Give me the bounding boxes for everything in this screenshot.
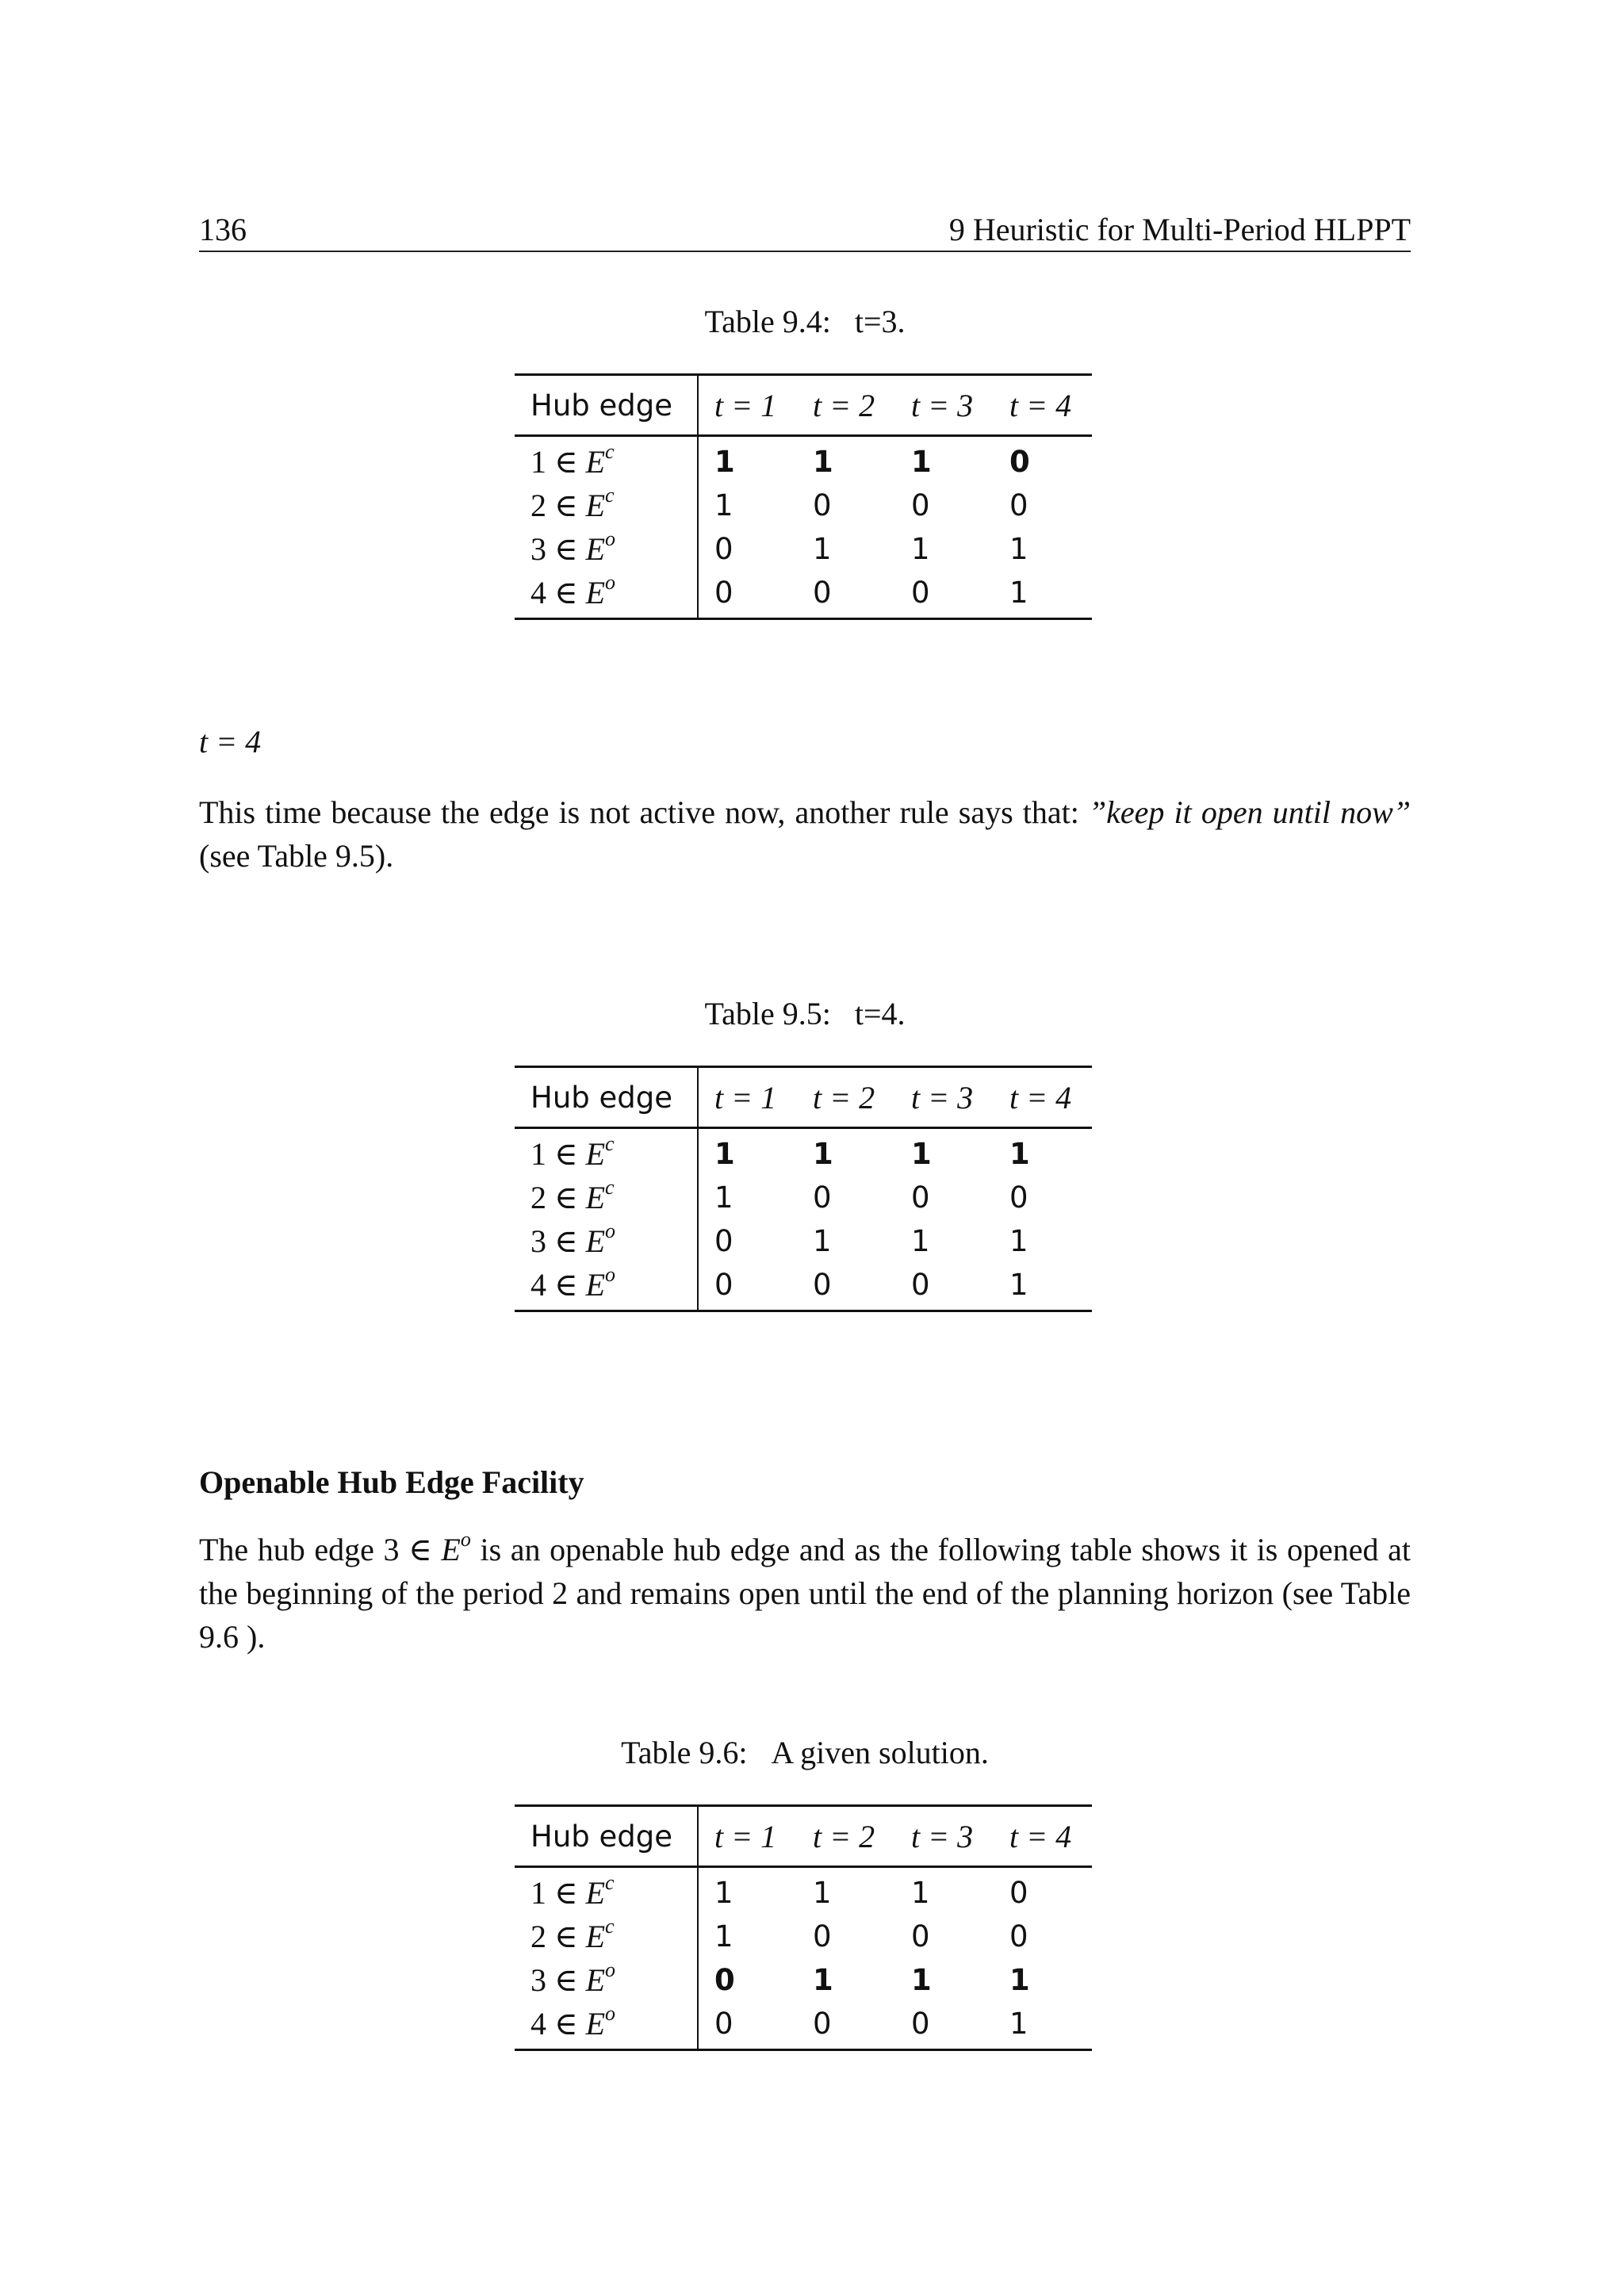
table-cell: 1 — [911, 445, 932, 479]
period-label: t = 2 — [813, 387, 875, 423]
table-row — [515, 527, 1092, 571]
table-cell: 1 — [813, 1137, 833, 1171]
table-cell: 0 — [911, 1919, 930, 1954]
period-header — [698, 375, 797, 436]
element-of-symbol: ∈ — [546, 2006, 586, 2042]
edge-set: E — [585, 1267, 606, 1303]
edge-number: 4 — [530, 1267, 546, 1303]
table-cell: 1 — [1009, 2007, 1028, 2041]
edge-set-superscript: o — [605, 2001, 616, 2025]
row-label — [515, 1263, 698, 1311]
header-row — [515, 1806, 1092, 1867]
header-row — [515, 1067, 1092, 1128]
t4-eq: t = 4 — [199, 724, 262, 760]
table-cell: 1 — [714, 445, 735, 479]
period-header — [994, 375, 1092, 436]
edge-set: E — [585, 2006, 606, 2042]
row-label — [515, 1176, 698, 1219]
period-header — [797, 375, 895, 436]
edge-set: E — [585, 488, 606, 523]
row-label — [515, 1958, 698, 2002]
table-cell: 1 — [911, 1137, 932, 1171]
row-label — [515, 2002, 698, 2050]
edge-set: E — [585, 1962, 606, 1998]
edge-set: E — [585, 1875, 606, 1911]
table-cell: 0 — [813, 576, 832, 610]
period-label: t = 4 — [1009, 387, 1072, 423]
table-cell: 1 — [813, 1876, 832, 1910]
table-cell: 1 — [1009, 576, 1028, 610]
table-9-6-caption — [199, 1734, 1411, 1771]
period-label: t = 4 — [1009, 1818, 1072, 1854]
running-title: 9 Heuristic for Multi-Period HLPPT — [948, 212, 1411, 247]
edge-set: E — [585, 1136, 606, 1172]
table-cell: 0 — [1009, 1181, 1028, 1215]
p1-text-a: This time because the edge is not active now, another rule says that: — [199, 794, 1089, 830]
edge-set: E — [585, 1180, 606, 1215]
p1-quote: ”keep it open until now” — [1088, 794, 1411, 830]
table-9-5-caption — [199, 995, 1411, 1032]
table-cell: 0 — [813, 1919, 832, 1954]
table-cell: 1 — [911, 1963, 932, 1997]
row-label — [515, 1915, 698, 1958]
edge-number: 2 — [530, 488, 546, 523]
hub-edge-header: Hub edge — [515, 375, 698, 436]
element-of-symbol: ∈ — [546, 444, 586, 480]
section-heading: Openable Hub Edge Facility — [199, 1464, 584, 1500]
row-label — [515, 1219, 698, 1263]
p2-text-b: is an openable hub edge and as the following table shows it is opened at the beginning of the period 2 and remains open until the end of the planning horizon (see Table 9.6 ). — [199, 1532, 1411, 1655]
table-cell: 0 — [1009, 445, 1030, 479]
edge-set-superscript: c — [605, 483, 615, 507]
edge-set-superscript: o — [605, 570, 616, 594]
element-of-symbol: ∈ — [546, 1875, 586, 1911]
table-cell: 0 — [911, 576, 930, 610]
element-of-symbol: ∈ — [546, 575, 586, 610]
edge-number: 3 — [530, 531, 546, 567]
element-of-symbol: ∈ — [546, 1180, 586, 1215]
table-cell: 0 — [911, 2007, 930, 2041]
table-cell: 1 — [813, 445, 833, 479]
period-header — [994, 1806, 1092, 1867]
period-header — [895, 375, 994, 436]
edge-number: 3 — [530, 1223, 546, 1259]
table-cell: 1 — [1009, 1963, 1030, 1997]
table-9-4 — [515, 373, 1092, 620]
caption-title: t=3. — [854, 304, 906, 339]
page — [199, 0, 1411, 2296]
table-row — [515, 1958, 1092, 2002]
table-cell: 1 — [714, 488, 733, 522]
edge-set-superscript: o — [605, 526, 616, 550]
table-cell: 0 — [714, 1963, 735, 1997]
element-of-symbol: ∈ — [546, 1962, 586, 1998]
table-9-4-caption — [199, 303, 1411, 340]
paragraph-keep-open — [199, 790, 1411, 878]
table-cell: 0 — [714, 1268, 733, 1302]
row-label — [515, 1128, 698, 1177]
edge-number: 1 — [530, 1136, 546, 1172]
table-cell: 1 — [1009, 1268, 1028, 1302]
running-header — [199, 205, 1411, 252]
period-label: t = 4 — [1009, 1079, 1072, 1115]
period-label: t = 2 — [813, 1079, 875, 1115]
edge-set-superscript: o — [605, 1957, 616, 1981]
edge-number: 2 — [530, 1919, 546, 1954]
p2-set: E — [441, 1532, 461, 1567]
hub-edge-header: Hub edge — [515, 1067, 698, 1128]
table-cell: 0 — [714, 1224, 733, 1258]
element-of-symbol: ∈ — [546, 1223, 586, 1259]
table-cell: 1 — [813, 1963, 833, 1997]
table-cell: 0 — [911, 488, 930, 522]
table-row — [515, 571, 1092, 619]
table-row — [515, 1915, 1092, 1958]
table-row — [515, 1176, 1092, 1219]
table-cell: 0 — [1009, 488, 1028, 522]
edge-number: 4 — [530, 2006, 546, 2042]
table-cell: 1 — [714, 1137, 735, 1171]
table-cell: 1 — [714, 1919, 733, 1954]
edge-set-superscript: c — [605, 1914, 615, 1938]
edge-set-superscript: c — [605, 1870, 615, 1894]
table-cell: 1 — [714, 1181, 733, 1215]
table-row — [515, 1219, 1092, 1263]
caption-label: Table 9.6: — [621, 1735, 748, 1770]
caption-label: Table 9.5: — [704, 996, 831, 1031]
edge-set-superscript: c — [605, 1175, 615, 1199]
table-row — [515, 1263, 1092, 1311]
caption-title: A given solution. — [771, 1735, 989, 1770]
period-header — [698, 1067, 797, 1128]
period-header — [895, 1806, 994, 1867]
table-cell: 1 — [1009, 1137, 1030, 1171]
table-row — [515, 484, 1092, 527]
p1-text-b: (see Table 9.5). — [199, 838, 394, 874]
edge-number: 2 — [530, 1180, 546, 1215]
edge-number: 3 — [530, 1962, 546, 1998]
table-row — [515, 436, 1092, 484]
row-label — [515, 484, 698, 527]
table-cell: 1 — [911, 1876, 930, 1910]
edge-set-superscript: c — [605, 439, 615, 463]
period-header — [797, 1806, 895, 1867]
element-of-symbol: ∈ — [546, 1136, 586, 1172]
table-cell: 1 — [1009, 532, 1028, 566]
table-cell: 0 — [1009, 1876, 1028, 1910]
element-of-symbol: ∈ — [546, 488, 586, 523]
row-label — [515, 436, 698, 484]
p2-text-a: The hub edge 3 ∈ — [199, 1532, 442, 1567]
row-label — [515, 527, 698, 571]
edge-set-superscript: o — [605, 1219, 616, 1242]
period-label: t = 2 — [813, 1818, 875, 1854]
edge-set: E — [585, 531, 606, 567]
table-cell: 1 — [911, 1224, 930, 1258]
element-of-symbol: ∈ — [546, 1919, 586, 1954]
table-cell: 0 — [813, 488, 832, 522]
table-cell: 1 — [714, 1876, 733, 1910]
table-cell: 0 — [714, 576, 733, 610]
p2-sup: o — [460, 1527, 471, 1551]
caption-label: Table 9.4: — [704, 304, 831, 339]
table-cell: 0 — [1009, 1919, 1028, 1954]
table-cell: 0 — [911, 1268, 930, 1302]
edge-set: E — [585, 1919, 606, 1954]
caption-title: t=4. — [854, 996, 906, 1031]
edge-set: E — [585, 444, 606, 480]
period-label: t = 3 — [911, 1818, 974, 1854]
period-label: t = 3 — [911, 1079, 974, 1115]
period-label: t = 1 — [714, 1818, 777, 1854]
period-header — [895, 1067, 994, 1128]
table-cell: 1 — [813, 532, 832, 566]
period-header — [797, 1067, 895, 1128]
table-cell: 0 — [714, 532, 733, 566]
table-row — [515, 2002, 1092, 2050]
element-of-symbol: ∈ — [546, 1267, 586, 1303]
edge-set: E — [585, 575, 606, 610]
header-row — [515, 375, 1092, 436]
period-label: t = 3 — [911, 387, 974, 423]
edge-set-superscript: c — [605, 1131, 615, 1155]
period-header — [698, 1806, 797, 1867]
table-row — [515, 1128, 1092, 1177]
table-9-6 — [515, 1804, 1092, 2051]
edge-number: 1 — [530, 1875, 546, 1911]
period-header — [994, 1067, 1092, 1128]
edge-set: E — [585, 1223, 606, 1259]
table-cell: 0 — [813, 1268, 832, 1302]
edge-number: 1 — [530, 444, 546, 480]
edge-set-superscript: o — [605, 1262, 616, 1286]
edge-number: 4 — [530, 575, 546, 610]
element-of-symbol: ∈ — [546, 531, 586, 567]
hub-edge-header: Hub edge — [515, 1806, 698, 1867]
period-label: t = 1 — [714, 1079, 777, 1115]
row-label — [515, 571, 698, 619]
table-cell: 0 — [911, 1181, 930, 1215]
paragraph-openable — [199, 1528, 1411, 1659]
row-label — [515, 1867, 698, 1915]
table-cell: 0 — [813, 1181, 832, 1215]
table-cell: 0 — [714, 2007, 733, 2041]
equation-t4 — [199, 723, 261, 760]
table-cell: 1 — [911, 532, 930, 566]
period-label: t = 1 — [714, 387, 777, 423]
table-cell: 0 — [813, 2007, 832, 2041]
table-9-5 — [515, 1066, 1092, 1312]
table-cell: 1 — [1009, 1224, 1028, 1258]
table-cell: 1 — [813, 1224, 832, 1258]
table-row — [515, 1867, 1092, 1915]
page-number: 136 — [199, 212, 247, 247]
